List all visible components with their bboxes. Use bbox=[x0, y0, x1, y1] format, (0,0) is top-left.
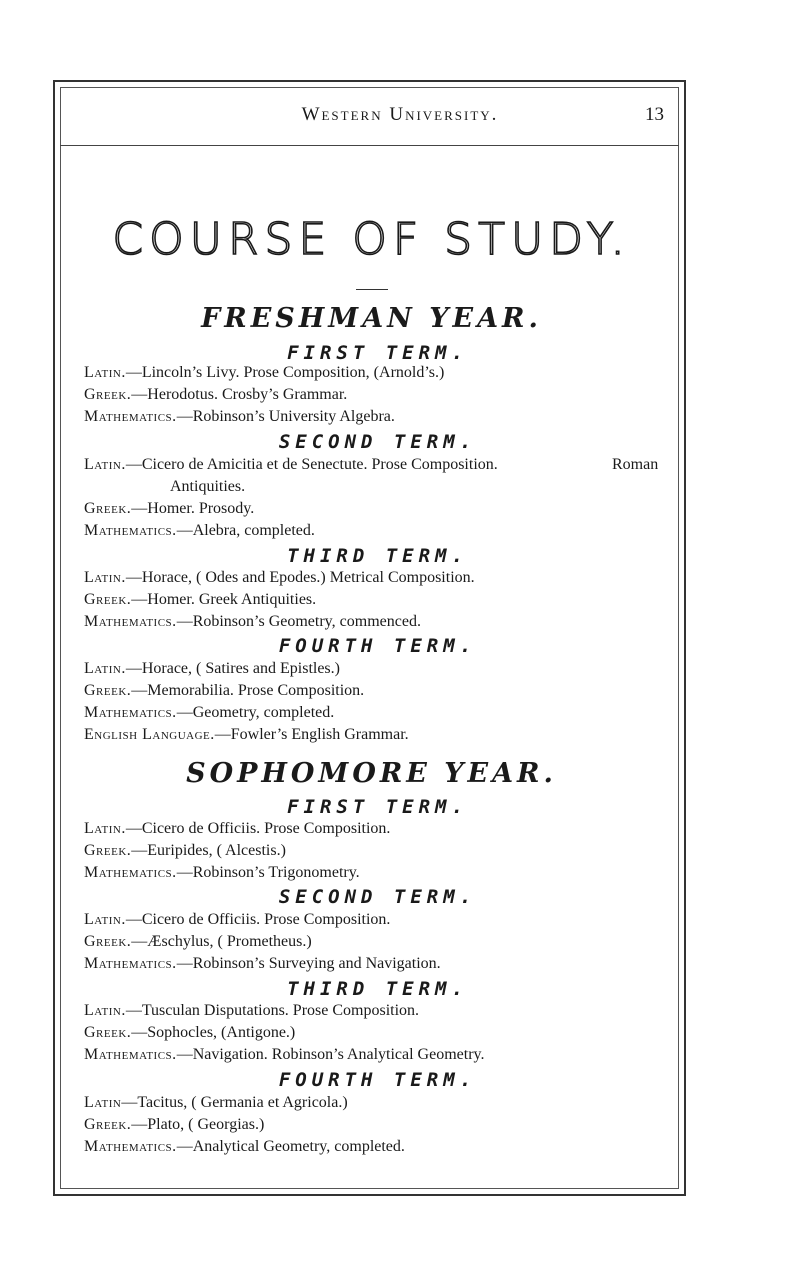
subject-label: Latin. bbox=[84, 1002, 126, 1019]
freshman-t2-math bbox=[84, 522, 315, 540]
freshman-t4-english bbox=[84, 726, 409, 744]
course-text: —Plato, ( Georgias.) bbox=[131, 1116, 265, 1133]
course-text: —Horace, ( Satires and Epistles.) bbox=[125, 660, 340, 677]
sophomore-t1-greek bbox=[84, 842, 286, 860]
course-text: —Geometry, completed. bbox=[176, 704, 335, 721]
freshman-t2-latin-cont: Antiquities. bbox=[170, 478, 246, 495]
course-text: —Cicero de Officiis. Prose Composition. bbox=[125, 820, 391, 837]
subject-label: Mathematics. bbox=[84, 408, 177, 425]
freshman-t1-latin bbox=[84, 364, 444, 382]
subject-label: Latin bbox=[84, 1094, 122, 1111]
course-text: —Cicero de Amicitia et de Senectute. Prose Composition. bbox=[125, 456, 498, 473]
sophomore-t1-latin bbox=[84, 820, 390, 838]
subject-label: Latin. bbox=[84, 911, 126, 928]
course-text: —Euripides, ( Alcestis.) bbox=[131, 842, 286, 859]
sophomore-t3-math bbox=[84, 1046, 485, 1064]
running-head: Western University. bbox=[301, 104, 499, 125]
sophomore-term-2-heading: SECOND TERM. bbox=[278, 886, 477, 908]
freshman-t1-math bbox=[84, 408, 395, 426]
subject-label: Mathematics. bbox=[84, 864, 177, 881]
subject-label: English Language. bbox=[84, 726, 215, 743]
course-text: —Horace, ( Odes and Epodes.) Metrical Composition. bbox=[125, 569, 475, 586]
course-text: —Memorabilia. Prose Composition. bbox=[131, 682, 365, 699]
freshman-t1-greek bbox=[84, 386, 347, 404]
subject-label: Mathematics. bbox=[84, 955, 177, 972]
sophomore-t2-latin bbox=[84, 911, 390, 929]
sophomore-term-4-heading: FOURTH TERM. bbox=[278, 1069, 477, 1091]
sophomore-t4-greek bbox=[84, 1116, 264, 1134]
freshman-t4-latin bbox=[84, 660, 340, 678]
sophomore-t3-latin bbox=[84, 1002, 419, 1020]
course-text: —Robinson’s Geometry, commenced. bbox=[176, 613, 421, 630]
freshman-t4-math bbox=[84, 704, 334, 722]
freshman-t4-greek bbox=[84, 682, 364, 700]
sophomore-term-1-heading: FIRST TERM. bbox=[287, 796, 468, 818]
subject-label: Greek. bbox=[84, 1024, 132, 1041]
subject-label: Latin. bbox=[84, 364, 126, 381]
subject-label: Mathematics. bbox=[84, 522, 177, 539]
subject-label: Mathematics. bbox=[84, 1138, 177, 1155]
course-text: —Lincoln’s Livy. Prose Composition, (Arnold’s.) bbox=[125, 364, 445, 381]
course-text: —Alebra, completed. bbox=[176, 522, 315, 539]
freshman-term-4-heading: FOURTH TERM. bbox=[278, 635, 477, 657]
subject-label: Latin. bbox=[84, 660, 126, 677]
subject-label: Latin. bbox=[84, 820, 126, 837]
sophomore-t2-math bbox=[84, 955, 441, 973]
sophomore-t1-math bbox=[84, 864, 360, 882]
course-text: —Æschylus, ( Prometheus.) bbox=[131, 933, 312, 950]
subject-label: Latin. bbox=[84, 569, 126, 586]
course-text: —Cicero de Officiis. Prose Composition. bbox=[125, 911, 391, 928]
subject-label: Mathematics. bbox=[84, 613, 177, 630]
subject-label: Greek. bbox=[84, 386, 132, 403]
title-rule bbox=[356, 289, 388, 290]
freshman-t3-greek bbox=[84, 591, 316, 609]
course-text: —Robinson’s Surveying and Navigation. bbox=[176, 955, 441, 972]
subject-label: Greek. bbox=[84, 682, 132, 699]
course-text: —Herodotus. Crosby’s Grammar. bbox=[131, 386, 348, 403]
freshman-t2-latin-tail: Roman bbox=[612, 456, 659, 473]
sophomore-term-3-heading: THIRD TERM. bbox=[287, 978, 468, 1000]
sophomore-t2-greek bbox=[84, 933, 312, 951]
sophomore-t4-latin bbox=[84, 1094, 348, 1112]
freshman-term-1-heading: FIRST TERM. bbox=[287, 342, 468, 364]
subject-label: Greek. bbox=[84, 591, 132, 608]
freshman-t3-latin bbox=[84, 569, 475, 587]
course-text: —Robinson’s University Algebra. bbox=[176, 408, 395, 425]
sophomore-t3-greek bbox=[84, 1024, 295, 1042]
freshman-t2-latin bbox=[84, 456, 498, 474]
freshman-term-3-heading: THIRD TERM. bbox=[287, 545, 468, 567]
course-text: —Homer. Greek Antiquities. bbox=[131, 591, 317, 608]
freshman-term-2-heading: SECOND TERM. bbox=[278, 431, 477, 453]
sophomore-year-heading: SOPHOMORE YEAR. bbox=[186, 758, 557, 789]
course-text: —Analytical Geometry, completed. bbox=[176, 1138, 405, 1155]
subject-label: Greek. bbox=[84, 842, 132, 859]
freshman-t2-greek bbox=[84, 500, 254, 518]
subject-label: Latin. bbox=[84, 456, 126, 473]
page-title: COURSE OF STUDY. bbox=[112, 214, 631, 265]
course-text: —Tusculan Disputations. Prose Composition. bbox=[125, 1002, 420, 1019]
page-number: 13 bbox=[645, 104, 664, 125]
course-text: —Tacitus, ( Germania et Agricola.) bbox=[121, 1094, 348, 1111]
subject-label: Greek. bbox=[84, 933, 132, 950]
course-text: —Navigation. Robinson’s Analytical Geometry. bbox=[176, 1046, 485, 1063]
header-rule bbox=[60, 145, 679, 146]
course-text: —Homer. Prosody. bbox=[131, 500, 255, 517]
course-text: —Sophocles, (Antigone.) bbox=[131, 1024, 296, 1041]
subject-label: Greek. bbox=[84, 500, 132, 517]
freshman-year-heading: FRESHMAN YEAR. bbox=[201, 303, 542, 334]
subject-label: Mathematics. bbox=[84, 1046, 177, 1063]
freshman-t3-math bbox=[84, 613, 421, 631]
course-text: —Robinson’s Trigonometry. bbox=[176, 864, 360, 881]
subject-label: Mathematics. bbox=[84, 704, 177, 721]
sophomore-t4-math bbox=[84, 1138, 405, 1156]
course-text: —Fowler’s English Grammar. bbox=[214, 726, 409, 743]
subject-label: Greek. bbox=[84, 1116, 132, 1133]
